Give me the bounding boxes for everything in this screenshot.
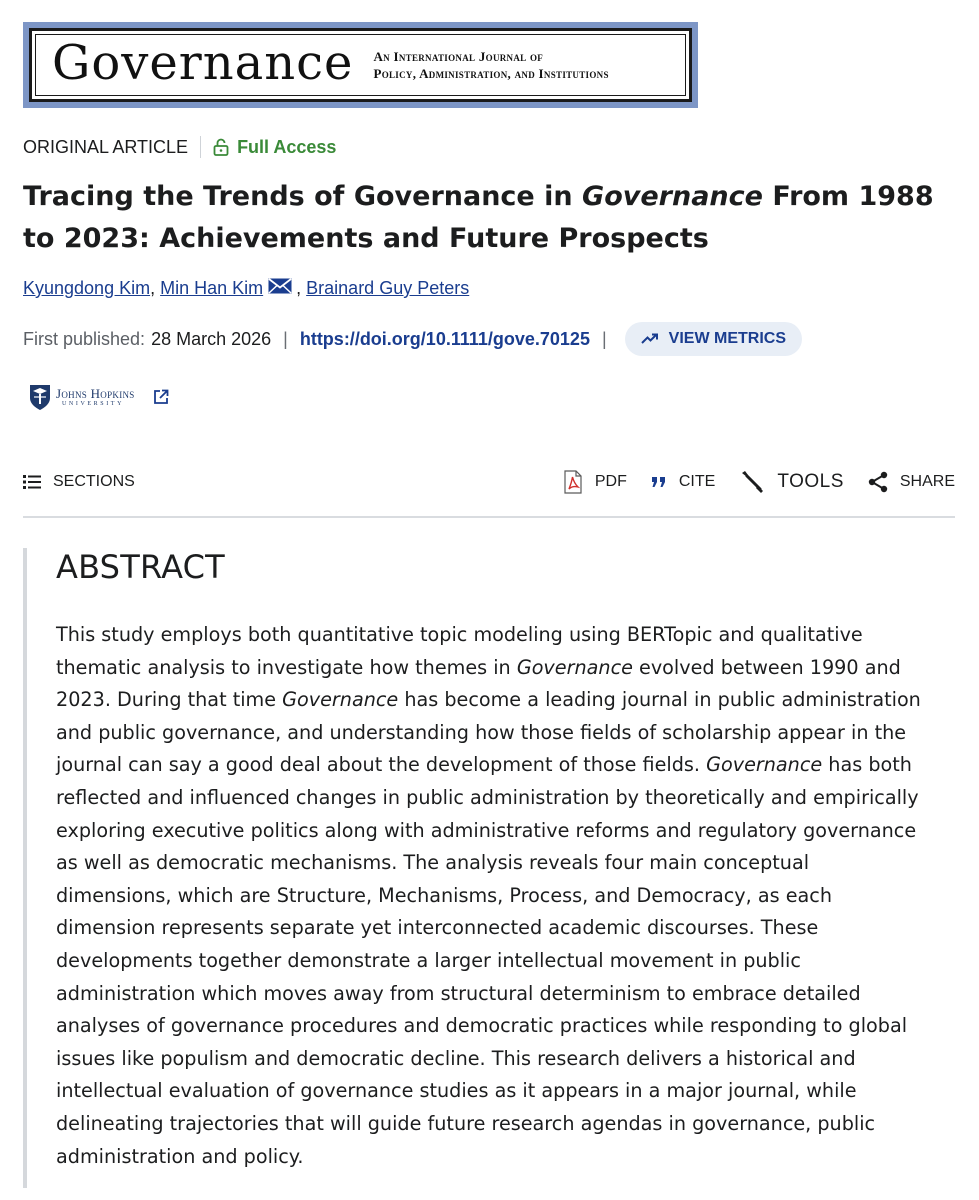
pipe-divider: |: [283, 328, 288, 349]
publication-row: [23, 322, 802, 356]
author-separator: ,: [150, 278, 161, 298]
doi-link[interactable]: https://doi.org/10.1111/gove.70125: [299, 328, 590, 349]
pdf-button[interactable]: [563, 470, 627, 494]
abstract-line: thematic analysis to investigate how themes in Governance evolved between 1990 and: [56, 655, 901, 679]
institution-wordmark: [56, 387, 135, 407]
share-label: SHARE: [899, 473, 955, 490]
sections-button[interactable]: [23, 473, 135, 491]
published-date: 28 March 2026: [151, 328, 272, 349]
tools-button[interactable]: [739, 469, 844, 495]
published-label: First published:: [23, 328, 146, 349]
journal-banner-frame: [35, 34, 686, 96]
share-button[interactable]: [868, 471, 955, 493]
journal-title-italic: Governance: [282, 688, 399, 712]
journal-title-italic: Governance: [706, 753, 823, 777]
envelope-icon[interactable]: [268, 278, 292, 299]
institution-logo[interactable]: [28, 383, 169, 411]
article-meta-row: [23, 136, 336, 158]
tools-label: TOOLS: [777, 471, 844, 492]
access-label: Full Access: [237, 136, 337, 157]
journal-subtitle-line1: An International Journal of: [373, 49, 544, 64]
journal-subtitle-line2: Policy, Administration, and Institutions: [373, 66, 609, 81]
abstract-line: 2023. During that time Governance has become a leading journal in public administration: [56, 688, 921, 712]
abstract-line: as well as democratic mechanisms. The analysis reveals four main conceptual: [56, 851, 810, 875]
institution-sub: UNIVERSITY: [62, 401, 124, 407]
author-list: [23, 278, 469, 299]
journal-banner[interactable]: [23, 22, 698, 108]
article-toolbar: [23, 462, 955, 502]
abstract-line: administration which moves away from structural determinism to embrace detailed: [56, 981, 861, 1005]
pipe-divider: |: [601, 328, 607, 349]
institution-name: Johns Hopkins: [56, 386, 135, 401]
external-link-icon[interactable]: [153, 389, 169, 405]
toolbar-actions: [539, 462, 955, 502]
list-icon: [23, 474, 41, 490]
abstract-line: intellectual evaluation of governance studies as it appears in a major journal, while: [56, 1079, 857, 1103]
trending-up-icon: [641, 333, 659, 345]
abstract-accent-bar: [23, 548, 27, 1188]
pdf-label: PDF: [594, 473, 627, 490]
access-badge: [213, 137, 336, 158]
title-italic: Governance: [582, 181, 763, 212]
article-title: [23, 176, 958, 260]
abstract-line: dimension represents separate yet interconnected academic discourses. These: [56, 916, 819, 940]
cite-button[interactable]: [651, 473, 715, 491]
pdf-file-icon: [563, 470, 583, 494]
wrench-icon: [739, 469, 765, 495]
abstract-heading: ABSTRACT: [56, 548, 225, 586]
lock-open-icon: [213, 138, 229, 156]
abstract-line: reflected and influenced changes in public administration by theoretically and empirically: [56, 785, 919, 809]
view-metrics-button[interactable]: [625, 322, 802, 356]
abstract-line: This study employs both quantitative topic modeling using BERTopic and qualitative: [56, 623, 863, 646]
title-part1: Tracing the Trends of Governance in: [23, 181, 583, 212]
abstract-text: [56, 619, 961, 1173]
author-link-brainard-guy-peters[interactable]: Brainard Guy Peters: [306, 278, 470, 298]
journal-name: Governance: [52, 35, 354, 91]
sections-label: SECTIONS: [53, 473, 135, 490]
journal-banner-inner: [29, 28, 692, 102]
share-icon: [868, 471, 888, 493]
view-metrics-label: VIEW METRICS: [668, 330, 786, 347]
abstract-line: analyses of governance procedures and democratic practices while responding to global: [56, 1014, 908, 1038]
journal-subtitle: [373, 48, 608, 82]
abstract-line: delineating trajectories that will guide future research agendas in governance, public: [56, 1111, 876, 1135]
abstract-line: and public governance, and understanding how those fields of scholarship appear in the: [56, 720, 907, 744]
abstract-line: exploring executive politics along with administrative reforms and regulatory governance: [56, 818, 917, 842]
abstract-line: administration and policy.: [56, 1144, 304, 1168]
abstract-line: journal can say a good deal about the development of those fields. Governance has both: [56, 753, 912, 777]
journal-title-italic: Governance: [516, 655, 633, 679]
quote-icon: [651, 476, 667, 488]
article-type: ORIGINAL ARTICLE: [23, 136, 189, 157]
abstract-line: dimensions, which are Structure, Mechanisms, Process, and Democracy, as each: [56, 883, 832, 907]
abstract-line: developments together demonstrate a larger intellectual movement in public: [56, 948, 801, 972]
author-separator: ,: [296, 278, 307, 298]
abstract-line: issues like populism and democratic decline. This research delivers a historical and: [56, 1046, 856, 1070]
meta-divider: [200, 136, 201, 158]
jhu-shield-icon: [28, 383, 52, 411]
author-link-kyungdong-kim[interactable]: Kyungdong Kim: [23, 278, 151, 298]
toolbar-divider: [23, 516, 955, 518]
title-part2: From 1988 to 2023: Achievements and Future Prospects: [23, 181, 934, 254]
author-link-min-han-kim[interactable]: Min Han Kim: [160, 278, 264, 298]
cite-label: CITE: [678, 473, 716, 490]
